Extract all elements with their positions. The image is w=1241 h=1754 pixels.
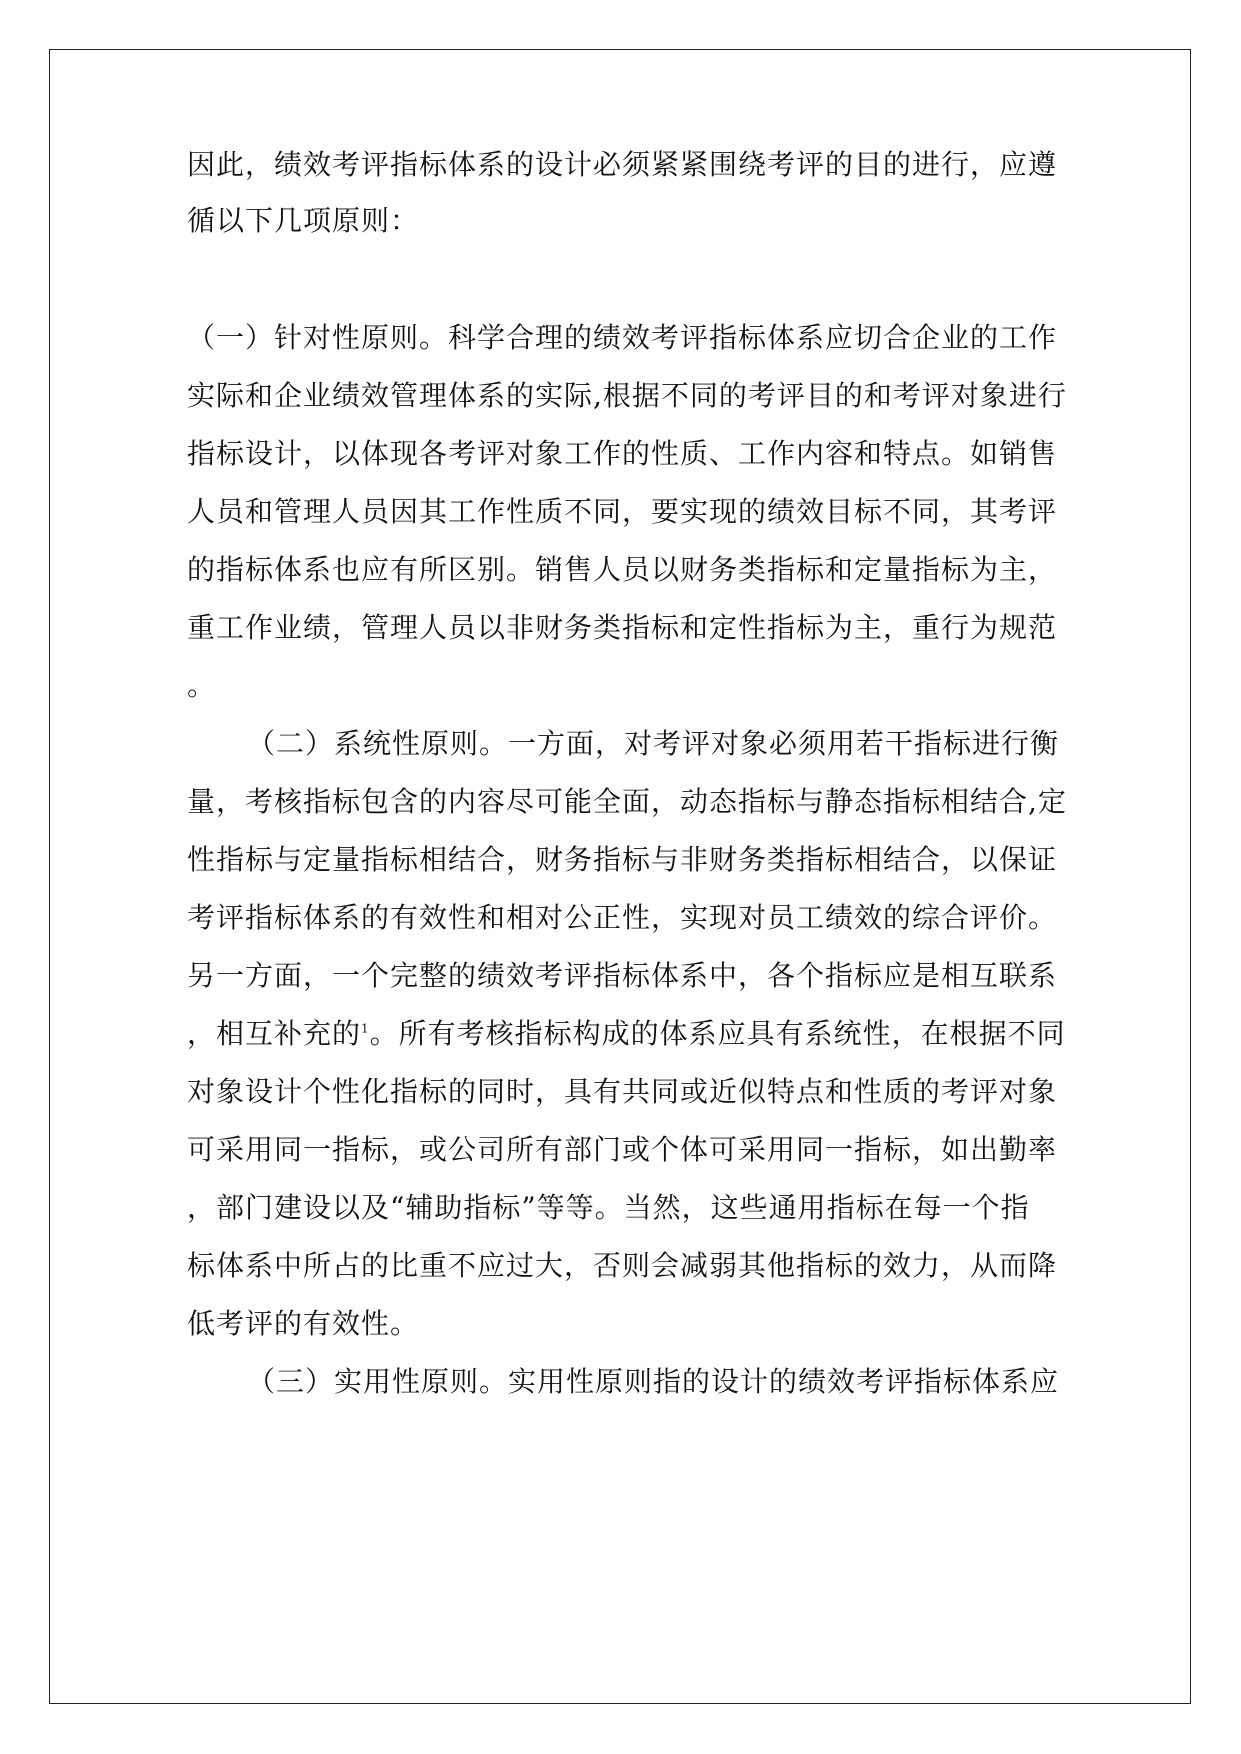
principle-2-line-9: ，部门建设以及“辅助指标”等等。当然，这些通用指标在每一个指 <box>187 1191 1030 1224</box>
principle-3-line-1: （三）实用性原则。实用性原则指的设计的绩效考评指标体系应 <box>247 1365 1060 1398</box>
principle-1-line-5: 的指标体系也应有所区别。销售人员以财务类指标和定量指标为主， <box>187 553 1058 586</box>
principle-2-line-7: 对象设计个性化指标的同时，具有共同或近似特点和性质的考评对象 <box>187 1075 1058 1108</box>
principle-1-line-2: 实际和企业绩效管理体系的实际,根据不同的考评目的和考评对象进行 <box>187 379 1067 412</box>
footnote-marker: 1 <box>361 1021 370 1036</box>
principle-1-line-7: 。 <box>187 669 217 702</box>
principle-2-line-2: 量，考核指标包含的内容尽可能全面，动态指标与静态指标相结合,定 <box>187 785 1067 818</box>
principle-2-line-4: 考评指标体系的有效性和相对公正性，实现对员工绩效的综合评价。 <box>187 901 1058 934</box>
principle-2-line-10: 标体系中所占的比重不应过大，否则会减弱其他指标的效力，从而降 <box>187 1249 1058 1282</box>
principle-2-line-11: 低考评的有效性。 <box>187 1307 420 1340</box>
principle-2-line-5: 另一方面，一个完整的绩效考评指标体系中，各个指标应是相互联系 <box>187 959 1058 992</box>
principle-1-line-4: 人员和管理人员因其工作性质不同，要实现的绩效目标不同，其考评 <box>187 495 1058 528</box>
intro-line-2: 循以下几项原则： <box>187 204 420 237</box>
principle-1-line-6: 重工作业绩，管理人员以非财务类指标和定性指标为主，重行为规范 <box>187 611 1058 644</box>
principle-2-line-8: 可采用同一指标，或公司所有部门或个体可采用同一指标，如出勤率 <box>187 1133 1058 1166</box>
intro-line-1: 因此，绩效考评指标体系的设计必须紧紧围绕考评的目的进行，应遵 <box>187 148 1058 181</box>
principle-1-line-3: 指标设计，以体现各考评对象工作的性质、工作内容和特点。如销售 <box>187 437 1058 470</box>
principle-2-line-6-text-a: ，相互补充的 <box>187 1017 362 1050</box>
principle-2-line-6 <box>187 1016 1066 1052</box>
principle-2-line-6-text-b: 。所有考核指标构成的体系应具有系统性，在根据不同 <box>369 1017 1066 1050</box>
principle-2-line-1: （二）系统性原则。一方面，对考评对象必须用若干指标进行衡 <box>247 727 1060 760</box>
principle-2-line-3: 性指标与定量指标相结合，财务指标与非财务类指标相结合，以保证 <box>187 843 1058 876</box>
principle-1-line-1: （一）针对性原则。科学合理的绩效考评指标体系应切合企业的工作 <box>187 321 1058 354</box>
